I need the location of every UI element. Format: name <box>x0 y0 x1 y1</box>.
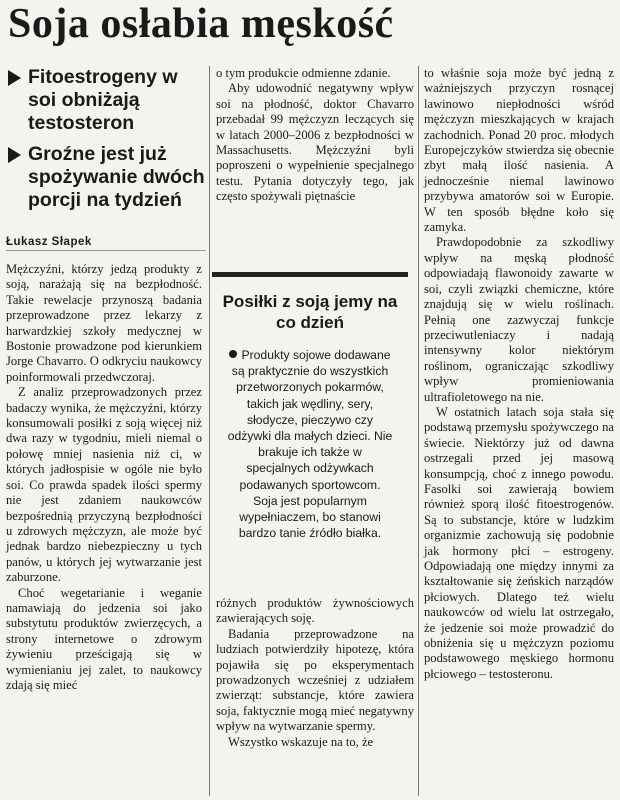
paragraph: Badania przeprowadzone na ludziach potwierdziły hipotezę, która pojawiła się po eksperymentach prowadzonych wcześniej z udziałem zwierząt: substancje, które zawiera soja, faktycznie mogą mieć negatywny wpływ na wytwarzanie spermy. <box>216 626 414 734</box>
triangle-bullet-icon <box>8 70 21 86</box>
lead-bullet <box>6 66 206 135</box>
lead-bullet-text: Groźne jest już spożywanie dwóch porcji na tydzień <box>28 143 205 211</box>
sidebar-box <box>212 272 408 585</box>
paragraph: Aby udowodnić negatywny wpływ soi na płodność, doktor Chavarro przebadał 99 mężczyzn leczących się w latach 2000–2006 z bezpłodności w Massachusetts. Mężczyźni byli poproszeni o wypełnienie specjalnego testu. Pytania dotyczyły tego, jak często spożywali piętnaście <box>216 81 414 204</box>
sidebar-title: Posiłki z soją jemy na co dzień <box>222 292 398 332</box>
sidebar-text: Produkty sojowe dodawane są praktycznie do wszystkich przetworzonych pokarmów, takich jak wędliny, sery, słodycze, pieczywo czy odżywki dla małych dzieci. Nie brakuje ich także w specjalnych odżywkach podawanych sportowcom. Soja jest popularnym wypełniaczem, bo stanowi bardzo tanie źródło białka. <box>227 348 393 541</box>
lead-bullets <box>6 66 206 220</box>
article-column-2-bottom <box>216 596 414 750</box>
triangle-bullet-icon <box>8 147 21 163</box>
column-divider <box>418 66 419 796</box>
column-divider <box>209 66 210 796</box>
headline: Soja osłabia męskość <box>8 1 394 47</box>
paragraph: o tym produkcie odmienne zdanie. <box>216 66 391 80</box>
article-column-1 <box>6 262 202 693</box>
lead-bullet <box>6 143 206 212</box>
bullet-dot-icon <box>229 350 237 358</box>
lead-bullet-text: Fitoestrogeny w soi obniżają testosteron <box>28 66 178 134</box>
paragraph: Wszystko wskazuje na to, że <box>228 734 374 749</box>
paragraph: Prawdopodobnie za szkodliwy wpływ na męską płodność odpowiadają flawonoidy zawarte w soi, czyli związki chemiczne, które znajdują się w wielu roślinach. Pełnią one zazwyczaj funkcje przeciwutleniaczy i nadają intensywny kolor niektórym roślinom, ograniczając szkodliwy wpływ promieniowania ultrafioletowego na nie. <box>424 235 614 404</box>
paragraph: Mężczyźni, którzy jedzą produkty z soją, narażają się na bezpłodność. Takie rewelacje przynoszą badania przeprowadzone przez lekarzy z harwardzkiej szkoły medycznej w Bostonie prowadzone pod kierunkiem Jorge Chavarro. O odkryciu naukowcy poinformowali przedwczoraj. <box>6 262 202 384</box>
article-column-2-top <box>216 66 414 205</box>
paragraph: różnych produktów żywnościowych zawierających soję. <box>216 596 414 626</box>
paragraph: to właśnie soja może być jedną z ważniejszych przyczyn rosnącej lawinowo niepłodności wśród mężczyzn mieszkających w krajach zachodnich. Ponad 20 proc. młodych Europejczyków stwierdza się obecnie zbyt małą ilość nasienia. A jednocześnie niemal lawinowo przybywa amatorów soi w Europie. W ten sposób błędne koło się zamyka. <box>424 66 614 235</box>
paragraph: Z analiz przeprowadzonych przez badaczy wynika, że mężczyźni, którzy konsumowali posiłki z soją więcej niż dwa razy w tygodniu, mieli niemal o połowę mniej nasienia niż ci, w których jadłospisie w ogóle nie było soi. Co prawda spadek ilości spermy nie jest zdaniem naukowców bezpośrednią przyczyną bezpłodności u zdrowych mężczyzn, ale może być jednak bardzo niebezpieczny u tych panów, u których jej wytwarzanie jest zaburzone. <box>6 385 202 585</box>
paragraph: Choć wegetarianie i weganie namawiają do jedzenia soi jako substytutu produktów zwierzęcych, a strony internetowe o zdrowym żywieniu prześcigają się w wymienianiu jej zalet, to naukowcy zdają się mieć <box>6 585 202 692</box>
sidebar-body <box>226 347 394 541</box>
paragraph: W ostatnich latach soja stała się podstawą przemysłu spożywczego na świecie. Niektórzy już od dawna ostrzegali przed jej masową konsumpcją, choć z innego powodu. Fasolki soi zawierają bowiem również sporą ilość fitoestrogenów. Są to substancje, które w ludzkim organizmie zachowują się podobnie jak hormony płci – estrogeny. Odpowiadają one między innymi za kształtowanie się żeńskich narządów płciowych. Dlatego też wielu naukowców od wielu lat ostrzegało, że jedzenie soi może prowadzić do obniżenia się u mężczyzn poziomu podstawowego męskiego hormonu płciowego – testosteronu. <box>424 404 614 681</box>
author-byline: Łukasz Słapek <box>6 236 206 251</box>
article-column-3 <box>424 66 614 682</box>
